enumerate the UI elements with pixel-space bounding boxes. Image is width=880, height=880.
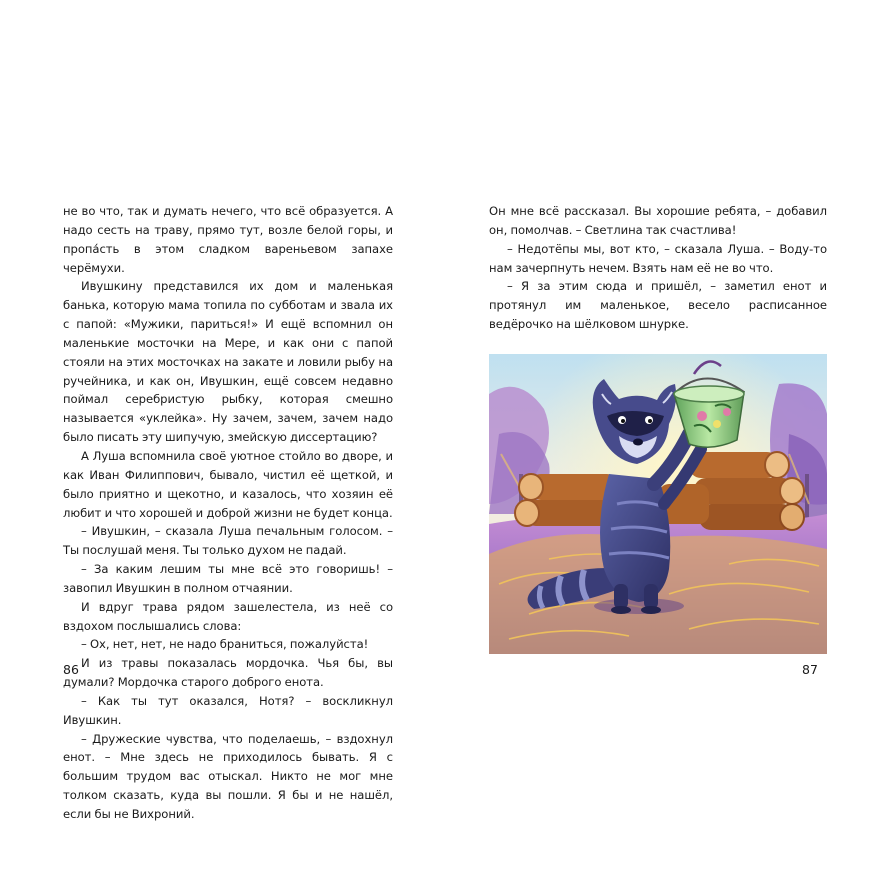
paragraph: Он мне всё рассказал. Вы хорошие ребята, – добавил он, помолчав. – Светлина так счастлива! — [489, 204, 827, 237]
left-page-text — [63, 202, 393, 824]
raccoon-with-bucket-illustration — [489, 354, 827, 654]
right-page — [440, 0, 880, 880]
paragraph: – Дружеские чувства, что поделаешь, – вздохнул енот. – Мне здесь не приходилось бывать. Я с большим трудом вас отыскал. Никто не мог мне толком сказать, куда вы пошли. Я бы и не нашёл, если бы не Вихроний. — [63, 731, 393, 821]
right-page-text — [489, 202, 827, 334]
page-number-left: 86 — [63, 662, 79, 677]
paragraph: И вдруг трава рядом зашелестела, из неё со вздохом послышались слова: — [63, 599, 393, 633]
paragraph: Ивушкину представился их дом и маленькая банька, которую мама топила по субботам и звала их с папой: «Мужики, париться!» И ещё вспомнил он маленькие мосточки на Мере, и как они с папой стояли на этих мосточках на закате и ловили рыбу на ручейника, и как он, Ивушкин, ещё совсем недавно поймал серебристую рыбку, которая смешно называется «уклейка». Ну зачем, зачем, зачем надо было писать эту шипучую, змейскую диссертацию? — [63, 279, 393, 445]
paragraph: И из травы показалась мордочка. Чья бы, вы думали? Мордочка старого доброго енота. — [63, 656, 393, 690]
paragraph: – Как ты тут оказался, Нотя? – воскликнул Ивушкин. — [63, 693, 393, 727]
paragraph: – Я за этим сюда и пришёл, – заметил енот и протянул им маленькое, весело расписанное ведёрочко на шёлковом шнурке. — [489, 279, 827, 332]
paragraph: – Ох, нет, нет, не надо браниться, пожалуйста! — [81, 637, 369, 652]
paragraph: не во что, так и думать нечего, что всё образуется. А надо сесть на траву, прямо тут, возле белой горы, и пропа́сть в этом сладком вареньевом запахе черёмухи. — [63, 204, 393, 275]
page-number-right: 87 — [802, 662, 818, 677]
paragraph: – Ивушкин, – сказала Луша печальным голосом. – Ты послушай меня. Ты только духом не падай. — [63, 524, 393, 558]
paragraph: – За каким лешим ты мне всё это говоришь! – завопил Ивушкин в полном отчаянии. — [63, 562, 393, 595]
paragraph: – Недотёпы мы, вот кто, – сказала Луша. – Воду-то нам зачерпнуть нечем. Взять нам её не во что. — [489, 241, 827, 275]
paragraph: А Луша вспомнила своё уютное стойло во дворе, и как Иван Филиппович, бывало, чистил её щеткой, и было приятно и щекотно, и казалось, что хозяин её любит и что хорошей и доброй жизни не будет конца. — [63, 448, 393, 520]
